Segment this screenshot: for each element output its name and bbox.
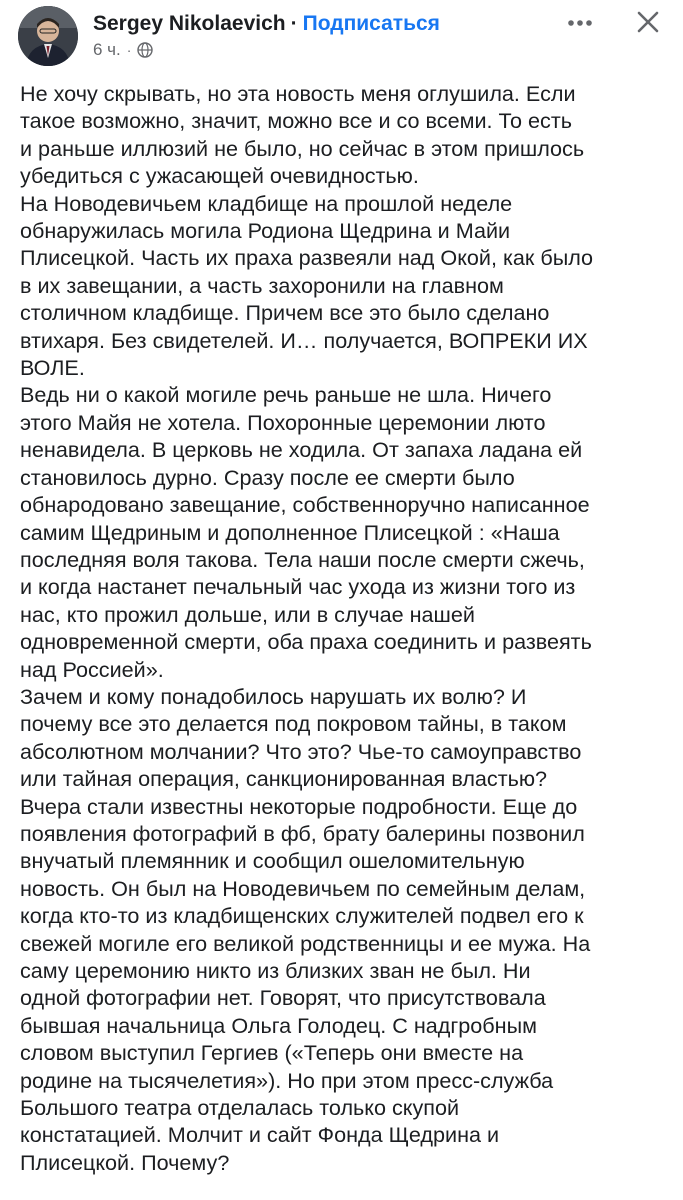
post-text-line: обнаружилась могила Родиона Щедрина и Майи [20,218,511,244]
post-text-line: такое возможно, значит, можно все и со всеми. То есть [20,108,572,134]
post-text-line: ненавидела. В церковь не ходила. От запаха ладана ей [20,437,583,463]
post-text-line: родине на тысячелетия»). Но при этом пресс-служба [20,1067,554,1093]
subscribe-button[interactable]: Подписаться [302,12,440,35]
author-name[interactable]: Sergey Nikolaevich [93,12,286,35]
post-text-line: ВОЛЕ. [20,355,85,381]
post-text-line: над Россией». [20,656,164,682]
post-text-line: самим Щедриным и дополненное Плисецкой : «Наша [20,519,560,545]
post-text-line: Зачем и кому понадобилось нарушать их волю? И [20,683,527,709]
post-text-line: словом выступил Гергиев («Теперь они вместе на [20,1040,524,1066]
post-text-line: одновременной смерти, оба праха соединить и развеять [20,629,592,655]
post-text-line: Ведь ни о какой могиле речь раньше не шла. Ничего [20,382,552,408]
post-text-line: убедиться с ужасающей очевидностью. [20,163,419,189]
post-text-line: новость. Он был на Новодевичьем по семейным делам, [20,875,586,901]
post-body-text [20,80,672,1176]
post-text-line: бывшая начальница Ольга Голодец. С надгробным [20,1012,537,1038]
post-text-line: появления фотографий в фб, брату балерины позвонил [20,820,585,846]
author-avatar[interactable] [18,6,78,66]
post-text-line: столичном кладбище. Причем все это было сделано [20,300,550,326]
post-text-line: одной фотографии нет. Говорят, что присутствовала [20,985,546,1011]
post-text-line: втихаря. Без свидетелей. И… получается, ВОПРЕКИ ИХ [20,327,588,353]
post-text-line: этого Майя не хотела. Похоронные церемонии люто [20,409,546,435]
globe-icon[interactable] [137,42,153,58]
post-text-line: внучатый племянник и сообщил ошеломительную [20,848,525,874]
post-text-line: почему все это делается под покровом тайны, в таком [20,711,567,737]
post-text-line: нас, кто прожил дольше, или в случае нашей [20,601,475,627]
post-text-line: Плисецкой. Часть их праха развеяли над Окой, как было [20,245,594,271]
post-text-line: или тайная операция, санкционированная властью? [20,766,548,792]
post-text-line: абсолютном молчании? Что это? Чье-то самоуправство [20,738,582,764]
close-button[interactable] [630,4,666,40]
post-text-line: Не хочу скрывать, но эта новость меня оглушила. Если [20,81,576,106]
post-time[interactable]: 6 ч. [93,40,121,59]
more-options-button[interactable] [563,6,597,40]
post-meta [93,40,153,60]
post-text-line: в их завещании, а часть захоронили на главном [20,272,504,298]
post-text-line: На Новодевичьем кладбище на прошлой неделе [20,190,513,216]
post-text-line: когда кто-то из кладбищенских служителей подвел его к [20,903,584,929]
post-text-line: Плисецкой. Почему? [20,1149,230,1175]
post-text-line: констатацией. Молчит и сайт Фонда Щедрина и [20,1122,500,1148]
post-text-line: и раньше иллюзий не было, но сейчас в этом пришлось [20,135,585,161]
close-icon [636,10,660,34]
more-horizontal-icon [567,19,593,27]
post-text-line: саму церемонию никто из близких зван не был. Ни [20,958,531,983]
meta-separator: · [126,42,132,58]
post-header [0,0,683,70]
post-text-line: становилось дурно. Сразу после ее смерти было [20,464,515,490]
post-text-line: свежей могиле его великой родственницы и ее мужа. На [20,930,591,956]
post-text-line: последняя воля такова. Тела наши после смерти сжечь, [20,546,585,572]
post-text-line: Вчера стали известны некоторые подробности. Еще до [20,793,578,819]
author-line [93,10,440,38]
avatar-photo [18,6,78,66]
post-text-line: обнародовано завещание, собственноручно написанное [20,492,590,518]
header-separator: · [290,12,298,35]
post-text-line: и когда настанет печальный час ухода из жизни того из [20,574,576,600]
post-text-line: Большого театра отделалась только скупой [20,1095,460,1121]
